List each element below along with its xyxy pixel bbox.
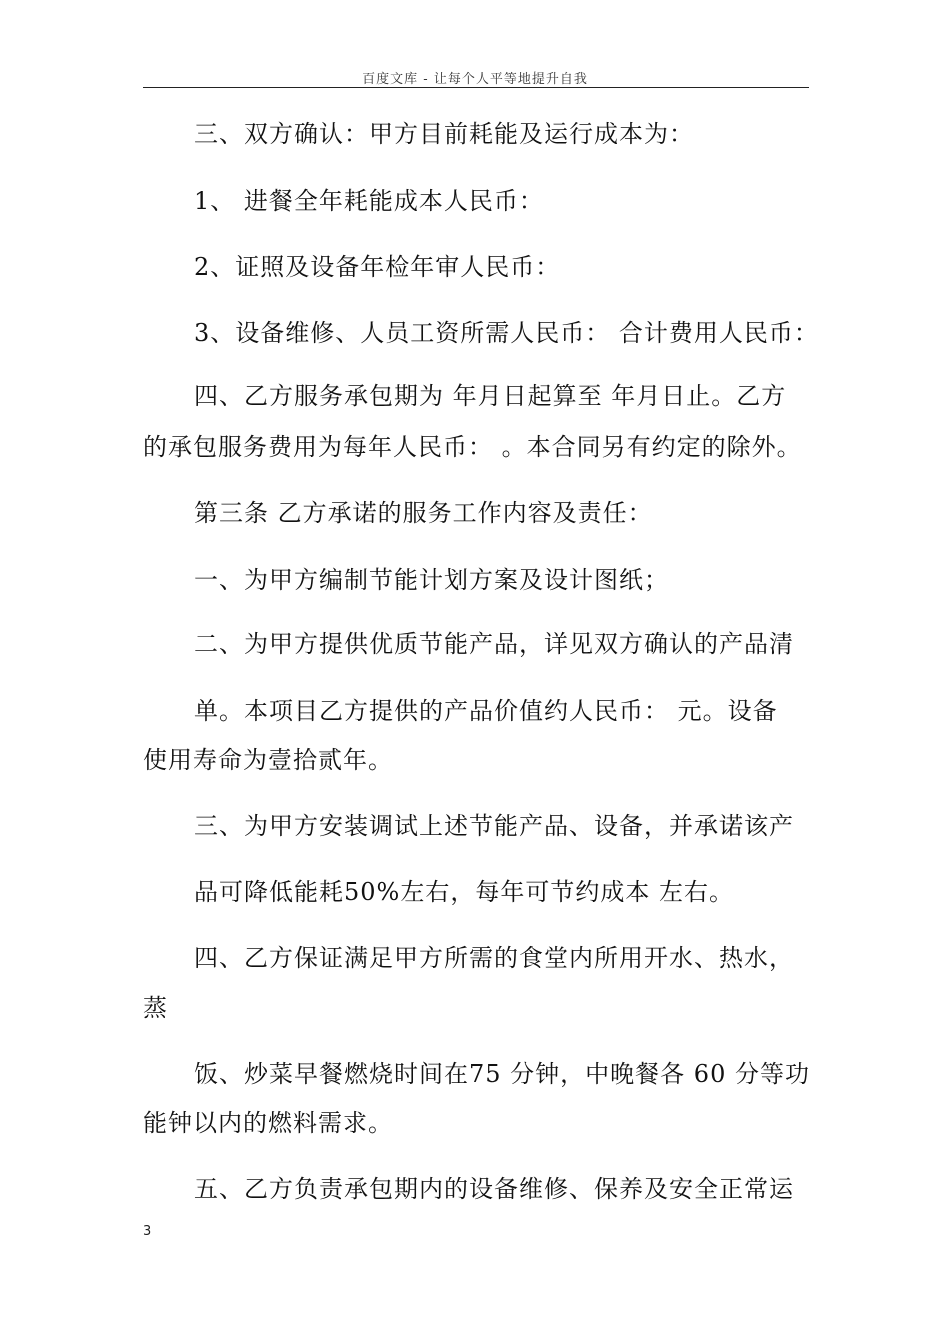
paragraph-line: 能钟以内的燃料需求。 <box>143 1109 393 1137</box>
paragraph-line: 三、双方确认：甲方目前耗能及运行成本为： <box>194 120 694 148</box>
page-header: 百度文库 - 让每个人平等地提升自我 <box>362 72 588 87</box>
paragraph-line: 四、乙方服务承包期为 年月日起算至 年月日止。乙方 <box>194 382 787 410</box>
paragraph-line: 四、乙方保证满足甲方所需的食堂内所用开水、热水， <box>194 944 794 972</box>
paragraph-line: 三、为甲方安装调试上述节能产品、设备，并承诺该产 <box>194 812 794 840</box>
paragraph-line: 饭、炒菜早餐燃烧时间在75 分钟，中晚餐各 60 分等功 <box>194 1060 810 1088</box>
paragraph-line: 3、设备维修、人员工资所需人民币： 合计费用人民币： <box>194 319 819 347</box>
paragraph-line: 二、为甲方提供优质节能产品，详见双方确认的产品清 <box>194 630 794 658</box>
paragraph-line: 使用寿命为壹拾贰年。 <box>143 746 393 774</box>
paragraph-line: 蒸 <box>143 994 168 1022</box>
paragraph-line: 2、证照及设备年检年审人民币： <box>194 253 561 281</box>
paragraph-line: 一、为甲方编制节能计划方案及设计图纸； <box>194 566 669 594</box>
paragraph-line: 五、乙方负责承包期内的设备维修、保养及安全正常运 <box>194 1175 794 1203</box>
page-number: 3 <box>143 1224 152 1239</box>
paragraph-line: 第三条 乙方承诺的服务工作内容及责任： <box>194 499 653 527</box>
paragraph-line: 品可降低能耗50%左右，每年可节约成本 左右。 <box>194 878 734 906</box>
paragraph-line: 1、 进餐全年耗能成本人民币： <box>194 187 544 215</box>
paragraph-line: 单。本项目乙方提供的产品价值约人民币： 元。设备 <box>194 697 778 725</box>
paragraph-line: 的承包服务费用为每年人民币： 。本合同另有约定的除外。 <box>143 433 802 461</box>
header-rule <box>143 87 809 88</box>
